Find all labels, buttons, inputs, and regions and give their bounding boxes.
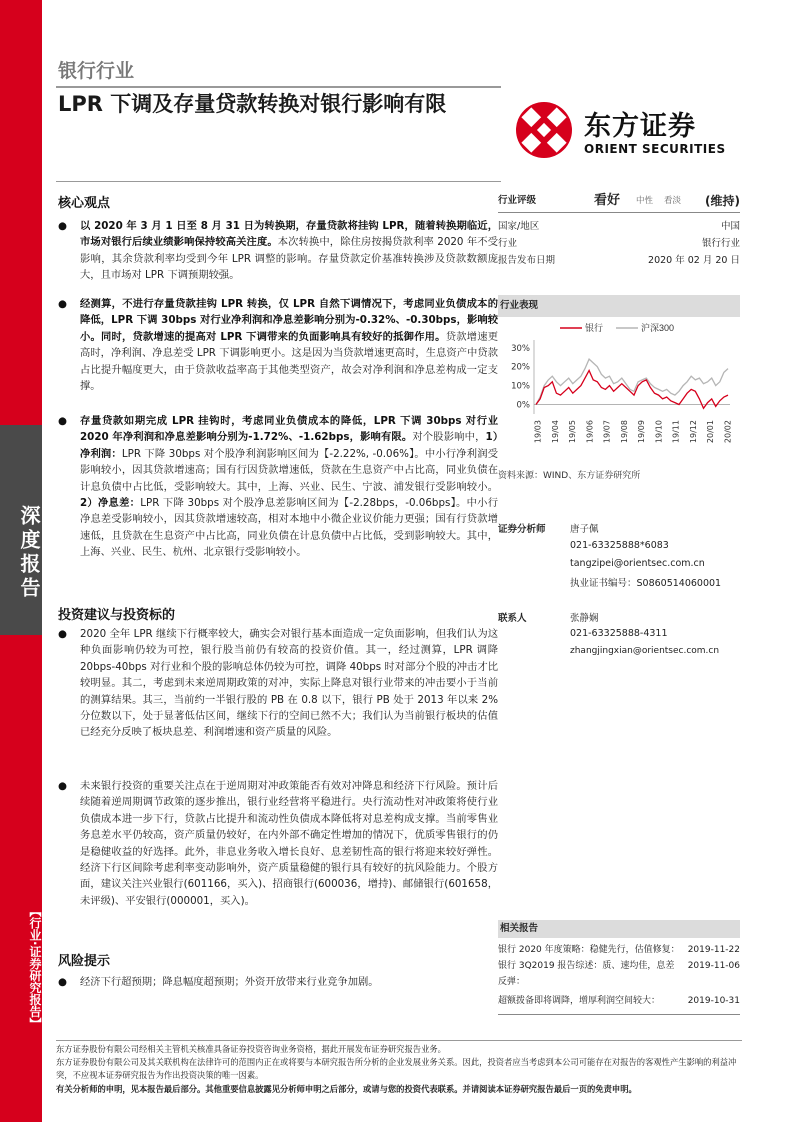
industry-value: 银行行业 (701, 238, 740, 249)
y-tick-label: 0% (516, 400, 530, 411)
rating-row (498, 190, 740, 212)
industry-key: 行业 (498, 238, 518, 249)
core-point-2: ● 经测算，不进行存量贷款挂钩 LPR 转换，仅 LPR 自然下调情况下，考虑同业负债成本的降低，LPR 下调 30bps 对行业净利润和净息差影响分别为-0.32%、-0.30bps，影响较小。同时，贷款增速的提高对 LPR 下调带来的负面影响具有较好的抵御作用。贷款增速更高时，净利润、净息差受 LPR 下调影响更小。这是因为当贷款增速更高时，生息资产中贷款占比提升幅度更大，由于贷款收益率高于其他类型资产，故会对净利润和净息差构成一定支撑。 (58, 298, 498, 393)
rating-bearish: 看淡 (664, 196, 682, 206)
contact-phone: 021-63325888-4311 (570, 628, 668, 639)
core-point-3: ● 存量贷款如期完成 LPR 挂钩时，考虑同业负债成本的降低，LPR 下调 30bps 对行业 2020 年净利润和净息差影响分别为-1.72%、-1.62bps，影响有限。对个股影响中，1）净利润：LPR 下降 30bps 对个股净利润影响区间为【-2.22%, -0.06%】。中小行净利润受影响较小，因其贷款增速高；国有行因贷款增速低，贷款在生息资产中占比高，同业负债在计息负债中占比低，受影响较大。其中，上海、兴业、民生、宁波、浦发银行受影响较小。2）净息差：LPR 下降 30bps 对个股净息差影响区间为【-2.28bps，-0.06bps】。中小行净息差受影响较小，因其贷款增速较高，相对本地中小微企业议价能力更强；国有行贷款增速低，且贷款在生息资产中占比高，同业负债在计息负债中占比低，受到影响较大。其中，上海、兴业、民生、杭州、北京银行受影响较小。 (58, 415, 499, 559)
related-report-title: 银行 3Q2019 报告综述：质、速均佳，息差 (498, 961, 675, 971)
analyst-cert: 执业证书编号：S0860514060001 (570, 578, 722, 589)
country-key: 国家/地区 (498, 221, 540, 232)
x-tick-label: 19/06 (585, 420, 595, 444)
risk-point: ● 经济下行超预期；降息幅度超预期；外资开放带来行业竞争加剧。 (58, 976, 379, 988)
core-point-1: ● 以 2020 年 3 月 1 日至 8 月 31 日为转换期，存量贷款将挂钩 LPR，随着转换期临近，市场对银行后续业绩影响保持较高关注度。本次转换中，除住房按揭贷款利率 2020 年不受影响，其余贷款利率均受到今年 LPR 调整的影响。存量贷款定价基准转换涉及贷款数额庞大，且市场对 LPR 下调预期较强。 (58, 220, 498, 282)
x-tick-label: 19/10 (654, 420, 664, 444)
related-report-date: 2019-11-06 (687, 961, 740, 971)
p2-bold: 经测算，不进行存量贷款挂钩 LPR 转换，仅 LPR 自然下调情况下，考虑同业负债成本的降低，LPR 下调 30bps 对行业净利润和净息差影响分别为-0.32%、-0.30bps，影响较小。同时，贷款增速的提高对 LPR 下调带来的负面影响具有较好的抵御作用。 (80, 298, 498, 343)
p3-bold-2: 1）净利润： (80, 431, 498, 460)
invest-heading: 投资建议与投资标的 (58, 608, 176, 623)
contact-email[interactable]: zhangjingxian@orientsec.com.cn (570, 646, 720, 656)
performance-heading: 行业表现 (498, 295, 740, 317)
country-row (498, 218, 740, 236)
report-title: LPR 下调及存量贷款转换对银行影响有限 (58, 92, 447, 116)
chart-source: 资料来源：WIND、东方证券研究所 (498, 471, 641, 481)
x-tick-label: 20/02 (723, 420, 733, 444)
contact-name: 张静娴 (570, 613, 599, 624)
legend-label: 银行 (585, 323, 604, 333)
x-tick-label: 19/08 (619, 420, 629, 444)
x-tick-label: 19/05 (568, 420, 578, 444)
related-report-item[interactable] (498, 942, 740, 958)
divider (56, 181, 501, 182)
p3-bold-3: 2）净息差： (80, 497, 141, 510)
footer-line-3: 有关分析师的申明，见本报告最后部分。其他重要信息披露见分析师申明之后部分，或请与您的投资代表联系。并请阅读本证券研究报告最后一页的免责申明。 (56, 1083, 637, 1094)
related-reports-heading: 相关报告 (498, 920, 740, 938)
related-report-item[interactable] (498, 993, 740, 1009)
p1-text: 本次转换中，除住房按揭贷款利率 2020 年不受影响，其余贷款利率均受到今年 LPR 调整的影响。存量贷款定价基准转换涉及贷款数额庞大，且市场对 LPR 下调预期较强。 (80, 236, 498, 282)
rating-selected: 看好 (594, 193, 621, 208)
analyst-name: 唐子佩 (570, 524, 599, 535)
divider (56, 86, 501, 88)
deep-report-tag: 深度报告 (0, 425, 42, 635)
p3-mid: 对个股影响中， (412, 431, 486, 444)
country-value: 中国 (720, 221, 740, 232)
contact-label: 联系人 (498, 613, 527, 624)
divider (498, 1014, 740, 1015)
related-report-title: 超额拨备即将调降，增厚利润空间较大： (498, 996, 661, 1006)
vertical-report-tag: 【行业·证券研究报告】 (28, 905, 42, 1030)
core-views-heading: 核心观点 (58, 196, 111, 211)
footer-disclaimer (56, 1043, 746, 1096)
invest-point-1: ● 2020 全年 LPR 继续下行概率较大，确实会对银行基本面造成一定负面影响，但我们认为这种负面影响仍较为可控，银行股当前仍有较高的投资价值。其一，经过测算，LPR 调降 20bps-40bps 对行业和个股的影响总体仍较为可控，调降 40bps 时对部分个股的冲击才比较明显。其二，考虑到未来逆周期政策的对冲，实际上降息对银行业带来的冲击要小于当前的测算结果。其三，当前约一半银行股的 PB 在 0.8 以下，银行 PB 处于 2013 年以来 2%分位数以下，处于显著低估区间，继续下行的空间已然不大；我们认为当前银行板块的估值已经充分反映了板块息差、利润增速和资产质量的风险。 (58, 628, 498, 739)
divider (498, 212, 740, 213)
p4-text: 2020 全年 LPR 继续下行概率较大，确实会对银行基本面造成一定负面影响，但我们认为这种负面影响仍较为可控，银行股当前仍有较高的投资价值。其一，经过测算，LPR 调降 20bps-40bps 对行业和个股的影响总体仍较为可控，调降 40bps 时对部分个股的冲击才比较明显。其二，考虑到未来逆周期政策的对冲，实际上降息对银行业带来的冲击要小于当前的测算结果。其三，当前约一半银行股的 PB 在 0.8 以下，银行 PB 处于 2013 年以来 2%分位数以下，处于显著低估区间，继续下行的空间已然不大；我们认为当前银行板块的估值已经充分反映了板块息差、利润增速和资产质量的风险。 (80, 628, 498, 739)
legend-label: 沪深300 (641, 323, 675, 333)
logo-name-en: ORIENT SECURITIES (584, 142, 726, 156)
series-line (536, 371, 728, 409)
footer-line-1: 东方证券股份有限公司经相关主管机关核准具备证券投资咨询业务资格，据此开展发布证券研究报告业务。 (56, 1044, 446, 1054)
industry-performance-chart (498, 318, 740, 468)
p3-bold: 存量贷款如期完成 LPR 挂钩时，考虑同业负债成本的降低，LPR 下调 30bps 对行业 2020 年净利润和净息差影响分别为-1.72%、-1.62bps，影响有限。 (80, 415, 498, 444)
related-report-title: 银行 2020 年度策略：稳健先行，估值修复： (498, 945, 680, 955)
x-tick-label: 19/11 (671, 420, 681, 444)
related-report-item[interactable] (498, 958, 740, 974)
x-tick-label: 19/07 (602, 420, 612, 444)
related-report-item[interactable] (498, 974, 740, 990)
rating-status: (维持) (705, 194, 740, 208)
p6-text: 经济下行超预期；降息幅度超预期；外资开放带来行业竞争加剧。 (80, 976, 379, 988)
p2-text: 贷款增速更高时，净利润、净息差受 LPR 下调影响更小。这是因为当贷款增速更高时，生息资产中贷款占比提升幅度更大，由于贷款收益率高于其他类型资产，故会对净利润和净息差构成一定支撑。 (80, 330, 498, 393)
p5-text: 未来银行投资的重要关注点在于逆周期对冲政策能否有效对冲降息和经济下行风险。预计后续随着逆周期调节政策的逐步推出，银行业经营将平稳进行。央行流动性对冲政策将使行业负债成本进一步下行，贷款占比提升和流动性负债成本降低将对息差构成支撑。当前零售业务息差水平仍较高，资产质量仍较好，在内外部不确定性增加的情况下，优质零售银行的仍是稳健收益的好选择。此外，非息业务收入增长良好、息差韧性高的银行将迎来较好弹性。经济下行区间除考虑利率变动影响外，资产质量稳健的银行具有较好的抗风险能力。个股方面，建议关注兴业银行(601166，买入)、招商银行(600036，增持)、邮储银行(601658，未评级)、平安银行(000001，买入)。 (80, 780, 498, 907)
related-report-date: 2019-11-22 (687, 945, 740, 955)
analyst-phone: 021-63325888*6083 (570, 540, 669, 551)
date-value: 2020 年 02 月 20 日 (648, 255, 740, 266)
divider (56, 1040, 742, 1041)
p3-text: LPR 下降 30bps 对个股净利润影响区间为【-2.22%, -0.06%】。中小行净利润受影响较小，因其贷款增速高；国有行因贷款增速低，贷款在生息资产中占比高，同业负债在计息负债中占比低，受影响较大。其中，上海、兴业、民生、宁波、浦发银行受影响较小。 (80, 447, 498, 493)
y-tick-label: 20% (511, 362, 530, 373)
y-tick-label: 10% (511, 381, 530, 392)
p1-bold: 以 2020 年 3 月 1 日至 8 月 31 日为转换期，存量贷款将挂钩 LPR，随着转换期临近，市场对银行后续业绩影响保持较高关注度。 (80, 220, 498, 249)
invest-point-2: ● 未来银行投资的重要关注点在于逆周期对冲政策能否有效对冲降息和经济下行风险。预计后续随着逆周期调节政策的逐步推出，银行业经营将平稳进行。央行流动性对冲政策将使行业负债成本进一步下行，贷款占比提升和流动性负债成本降低将对息差构成支撑。当前零售业务息差水平仍较高，资产质量仍较好，在内外部不确定性增加的情况下，优质零售银行的仍是稳健收益的好选择。此外，非息业务收入增长良好、息差韧性高的银行将迎来较好弹性。经济下行区间除考虑利率变动影响外，资产质量稳健的银行具有较好的抗风险能力。个股方面，建议关注兴业银行(601166，买入)、招商银行(600036，增持)、邮储银行(601658，未评级)、平安银行(000001，买入)。 (58, 780, 498, 907)
x-tick-label: 19/03 (533, 420, 543, 444)
logo-name-cn: 东方证券 (584, 111, 696, 142)
footer-line-2: 东方证券股份有限公司及其关联机构在法律许可的范围内正在或将要与本研究报告所分析的企业发展业务关系。因此，投资者应当考虑到本公司可能存在对报告的客观性产生影响的利益冲突，不应视本证券研究报告为作出投资决策的唯一因素。 (56, 1057, 737, 1081)
risk-heading: 风险提示 (58, 954, 111, 969)
industry-row (498, 235, 740, 253)
industry-heading: 银行行业 (58, 60, 135, 82)
x-tick-label: 19/12 (688, 420, 698, 444)
related-report-date: 2019-10-31 (687, 996, 740, 1006)
x-tick-label: 19/04 (550, 420, 560, 444)
rating-label: 行业评级 (498, 195, 537, 206)
x-tick-label: 19/09 (637, 420, 647, 444)
date-key: 报告发布日期 (498, 255, 556, 266)
related-report-title: 反弹： (498, 977, 526, 987)
analyst-label: 证券分析师 (498, 524, 546, 535)
x-tick-label: 20/01 (706, 420, 716, 444)
date-row (498, 252, 740, 270)
analyst-email[interactable]: tangzipei@orientsec.com.cn (570, 558, 705, 569)
y-tick-label: 30% (511, 343, 530, 354)
p3-text-2: LPR 下降 30bps 对个股净息差影响区间为【-2.28bps，-0.06bps】。中小行净息差受影响较小，因其贷款增速较高，相对本地中小微企业议价能力更强；国有行贷款增速低，且贷款在生息资产中占比高，同业负债在计息负债中占比低，受到影响较大。其中，上海、兴业、民生、杭州、北京银行受影响较小。 (80, 497, 499, 559)
rating-neutral: 中性 (636, 196, 654, 206)
